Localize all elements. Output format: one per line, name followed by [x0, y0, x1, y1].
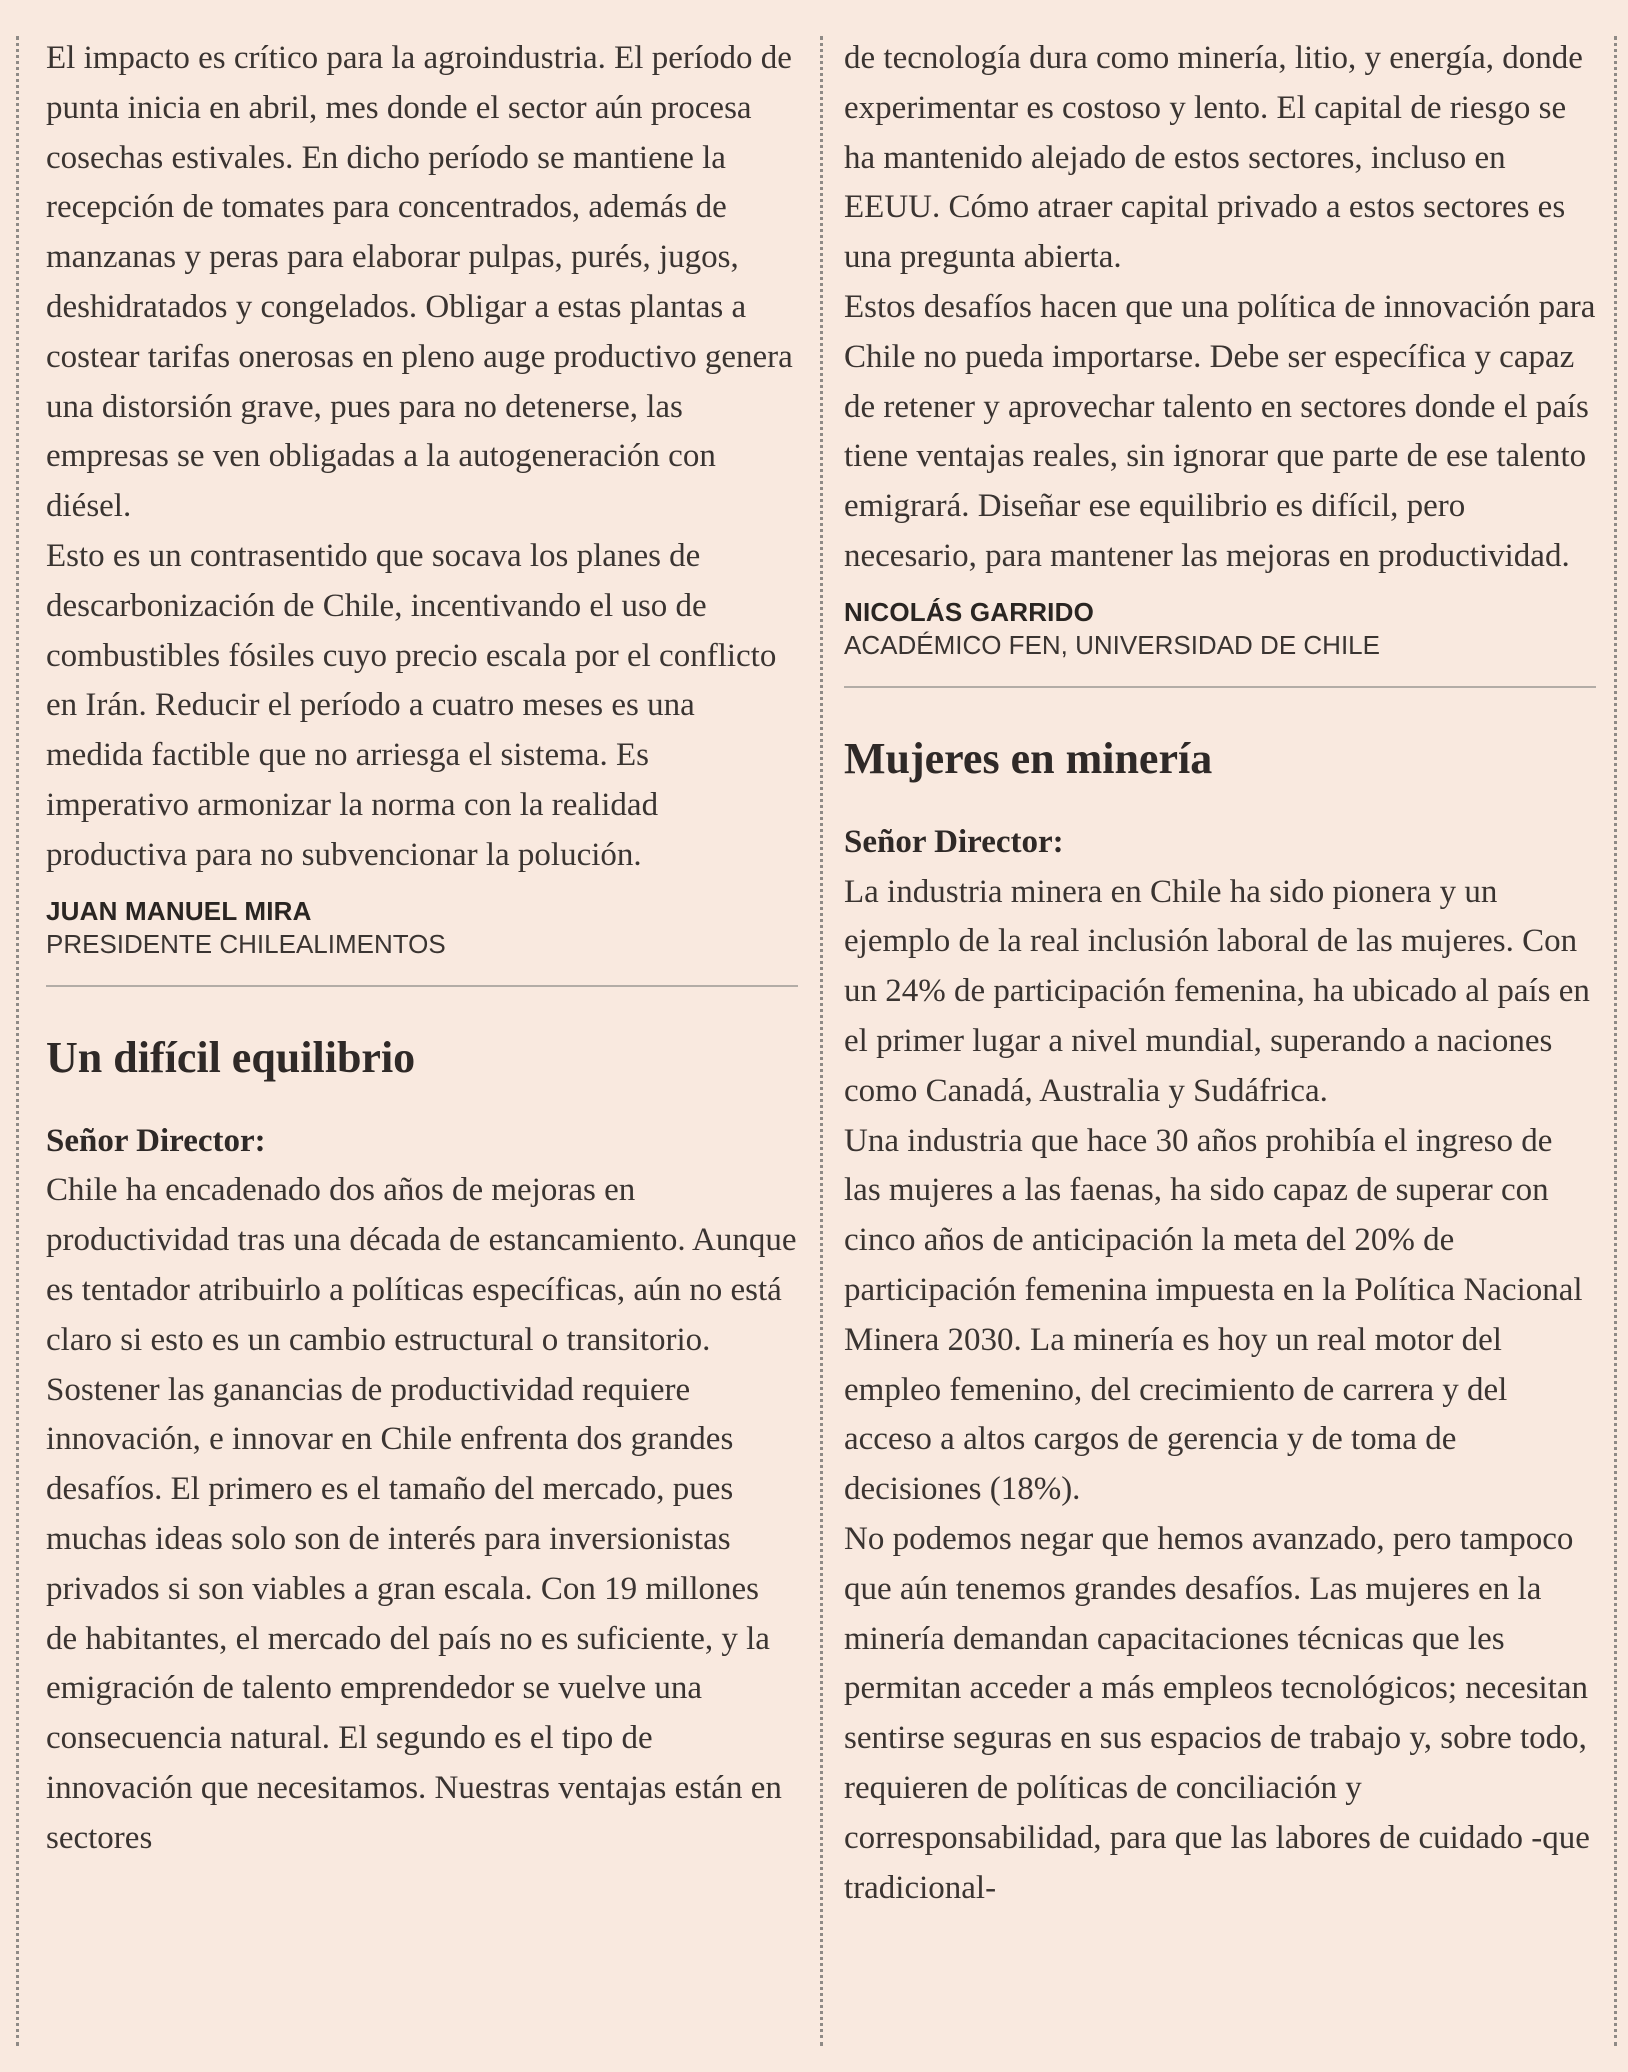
author-name: JUAN MANUEL MIRA [46, 895, 312, 926]
letter-paragraph: Estos desafíos hacen que una política de innovación para Chile no pueda importarse. Debe ser específica y capaz de retener y aprovechar talento en sectores donde el país tiene ventajas reales, sin ignorar que parte de ese talento emigrará. Diseñar ese equilibrio es difícil, pero necesario, para mantener las mejoras en productividad. [844, 288, 1596, 574]
section-divider [46, 985, 798, 987]
salutation: Señor Director: [844, 823, 1064, 860]
letter-paragraph: de tecnología dura como minería, litio, y energía, donde experimentar es costoso y lento. El capital de riesgo se ha mantenido alejado de estos sectores, incluso en EEUU. Cómo atraer capital privado a estos sectores es una pregunta abierta. [844, 40, 1583, 276]
letter-title: Un difícil equilibrio [46, 1032, 416, 1082]
letter-paragraph: No podemos negar que hemos avanzado, pero tampoco que aún tenemos grandes desafíos. Las mujeres en la minería demandan capacitaciones técnicas que les permitan acceder a más empleos tecnológicos; necesitan sentirse seguras en sus espacios de trabajo y, sobre todo, requieren de políticas de conciliación y corresponsabilidad, para que las labores de cuidado -que tradicional- [844, 1520, 1590, 1906]
letter-title: Mujeres en minería [844, 733, 1213, 783]
letter-paragraph: El impacto es crítico para la agroindustria. El período de punta inicia en abril, mes donde el sector aún procesa cosechas estivales. En dicho período se mantiene la recepción de tomates para concentrados, además de manzanas y peras para elaborar pulpas, purés, jugos, deshidratados y congelados. Obligar a estas plantas a costear tarifas onerosas en pleno auge productivo genera una distorsión grave, pues para no detenerse, las empresas se ven obligadas a la autogeneración con diésel. [46, 40, 793, 525]
column-divider-rule [820, 36, 823, 2046]
left-column [46, 34, 798, 1864]
signature-block [844, 596, 1596, 662]
letter-paragraph: Una industria que hace 30 años prohibía el ingreso de las mujeres a las faenas, ha sido capaz de superar con cinco años de anticipación la meta del 20% de participación femenina impuesta en la Política Nacional Minera 2030. La minería es hoy un real motor del empleo femenino, del crecimiento de carrera y del acceso a altos cargos de gerencia y de toma de decisiones (18%). [844, 1122, 1583, 1508]
section-divider [844, 686, 1596, 688]
letter-paragraph: La industria minera en Chile ha sido pionera y un ejemplo de la real inclusión laboral de las mujeres. Con un 24% de participación femenina, ha ubicado al país en el primer lugar a nivel mundial, superando a naciones como Canadá, Australia y Sudáfrica. [844, 873, 1590, 1109]
right-column [844, 34, 1596, 1913]
salutation: Señor Director: [46, 1122, 266, 1159]
author-name: NICOLÁS GARRIDO [844, 596, 1094, 627]
letter-paragraph: Chile ha encadenado dos años de mejoras en productividad tras una década de estancamiento. Aunque es tentador atribuirlo a políticas específicas, aún no está claro si esto es un cambio estructural o transitorio. [46, 1172, 797, 1358]
left-margin-rule [16, 36, 19, 2046]
author-title: PRESIDENTE CHILEALIMENTOS [46, 928, 446, 959]
author-title: ACADÉMICO FEN, UNIVERSIDAD DE CHILE [844, 629, 1380, 660]
signature-block [46, 895, 798, 961]
letter-paragraph: Sostener las ganancias de productividad requiere innovación, e innovar en Chile enfrenta dos grandes desafíos. El primero es el tamaño del mercado, pues muchas ideas solo son de interés para inversionistas privados si son viables a gran escala. Con 19 millones de habitantes, el mercado del país no es suficiente, y la emigración de talento emprendedor se vuelve una consecuencia natural. El segundo es el tipo de innovación que necesitamos. Nuestras ventajas están en sectores [46, 1371, 782, 1856]
letter-paragraph: Esto es un contrasentido que socava los planes de descarbonización de Chile, incentivando el uso de combustibles fósiles cuyo precio escala por el conflicto en Irán. Reducir el período a cuatro meses es una medida factible que no arriesga el sistema. Es imperativo armonizar la norma con la realidad productiva para no subvencionar la polución. [46, 537, 777, 873]
right-margin-rule [1614, 36, 1617, 2046]
